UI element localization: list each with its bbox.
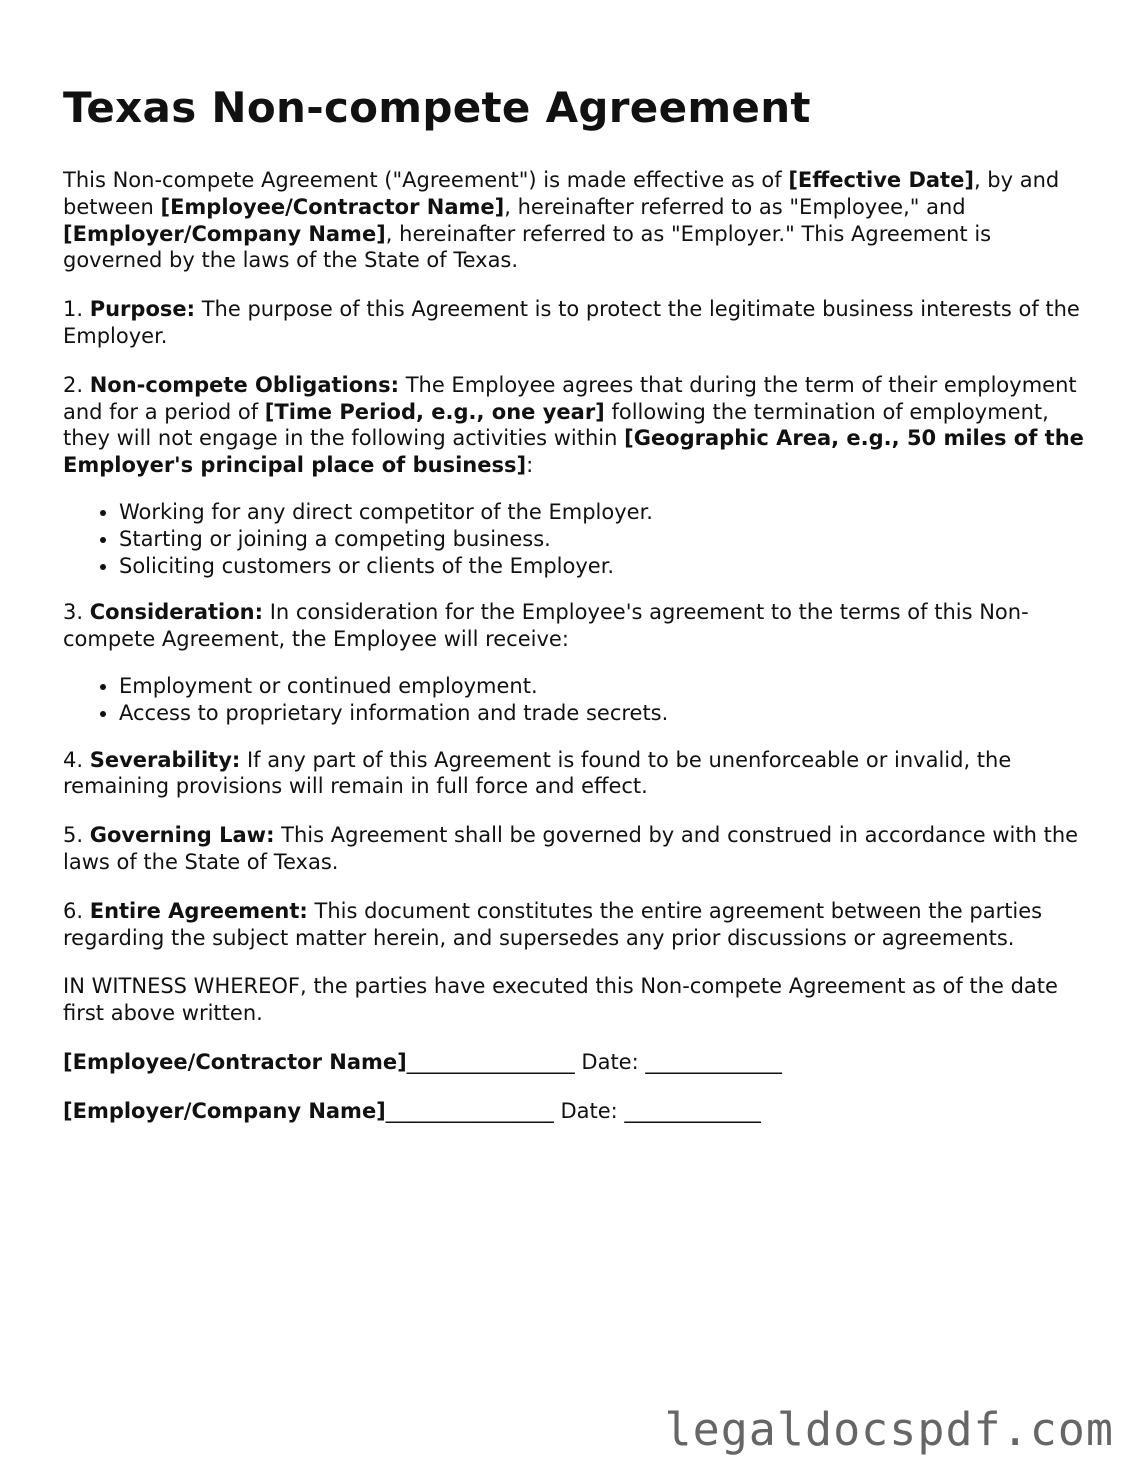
section-number: 5. [63, 823, 90, 848]
intro-text: This Non-compete Agreement ("Agreement") is made effective as of [63, 168, 789, 192]
section-text: The purpose of this Agreement is to protect the legitimate business interests of the Employer. [63, 297, 1080, 348]
intro-text: , hereinafter referred to as "Employer." This Agreement is governed by the laws of the State of Texas. [63, 221, 992, 273]
section-text: If any part of this Agreement is found to be unenforceable or invalid, the remaining provisions will remain in full force and effect. [63, 747, 1012, 799]
section-consideration [63, 599, 1093, 653]
section-entire-agreement [63, 898, 1093, 952]
employer-signature-name: [Employer/Company Name] [63, 1098, 386, 1123]
list-item: • Access to proprietary information and trade secrets. [119, 700, 1093, 727]
section-text: : [526, 453, 534, 478]
section-number: 6. [63, 898, 90, 923]
intro-paragraph [63, 167, 1093, 274]
section-heading: Non-compete Obligations: [89, 372, 400, 397]
date-blank[interactable]: _____________ [624, 1098, 761, 1123]
list-item: • Soliciting customers or clients of the Employer. [119, 553, 1093, 580]
signature-blank[interactable]: ________________ [385, 1098, 554, 1123]
consideration-list [63, 673, 1093, 727]
section-purpose [63, 296, 1093, 350]
section-number: 1. [63, 297, 90, 322]
section-number: 3. [63, 600, 90, 625]
intro-text: , hereinafter referred to as "Employee," and [504, 194, 966, 219]
section-heading: Entire Agreement: [89, 898, 308, 923]
effective-date-placeholder: [Effective Date] [788, 168, 974, 192]
list-item: • Working for any direct competitor of the Employer. [119, 499, 1093, 526]
employee-signature-name: [Employee/Contractor Name] [63, 1049, 407, 1074]
date-label: Date: [553, 1098, 625, 1123]
geographic-area-placeholder: [Geographic Area, e.g., 50 miles of the Employer's principal place of business] [63, 426, 1084, 478]
date-label: Date: [574, 1049, 646, 1074]
witness-paragraph: IN WITNESS WHEREOF, the parties have executed this Non-compete Agreement as of the date first above written. [63, 974, 1058, 1026]
section-heading: Purpose: [89, 297, 196, 322]
section-number: 4. [63, 747, 90, 772]
list-item: • Starting or joining a competing business. [119, 526, 1093, 553]
document-title: Texas Non-compete Agreement [63, 83, 811, 132]
watermark: legaldocspdf.com [664, 1403, 1114, 1456]
section-text: This document constitutes the entire agreement between the parties regarding the subject matter herein, and supersedes any prior discussions or agreements. [63, 898, 1043, 950]
section-governing-law [63, 822, 1093, 876]
noncompete-activities-list [63, 499, 1093, 579]
section-heading: Consideration: [89, 600, 264, 625]
time-period-placeholder: [Time Period, e.g., one year] [264, 399, 605, 424]
signature-blank[interactable]: ________________ [406, 1049, 575, 1074]
section-heading: Governing Law: [89, 823, 275, 848]
employee-signature-line [63, 1049, 1093, 1076]
section-heading: Severability: [89, 747, 241, 772]
employee-name-placeholder: [Employee/Contractor Name] [160, 194, 505, 219]
section-text: In consideration for the Employee's agreement to the terms of this Non-compete Agreement, the Employee will receive: [63, 600, 1029, 652]
list-item: • Employment or continued employment. [119, 673, 1093, 700]
date-blank[interactable]: _____________ [645, 1049, 782, 1074]
section-text: The Employee agrees that during the term of their employment and for a period of [63, 372, 1077, 424]
section-severability [63, 747, 1093, 801]
intro-text: , by and between [63, 168, 1060, 219]
document-page [63, 80, 1093, 1147]
employer-name-placeholder: [Employer/Company Name] [63, 221, 386, 246]
employer-signature-line [63, 1098, 1093, 1125]
section-text: following the termination of employment, they will not engage in the following activities within [63, 399, 1049, 451]
section-number: 2. [63, 372, 90, 397]
section-text: This Agreement shall be governed by and construed in accordance with the laws of the State of Texas. [63, 823, 1079, 874]
section-noncompete [63, 372, 1093, 479]
